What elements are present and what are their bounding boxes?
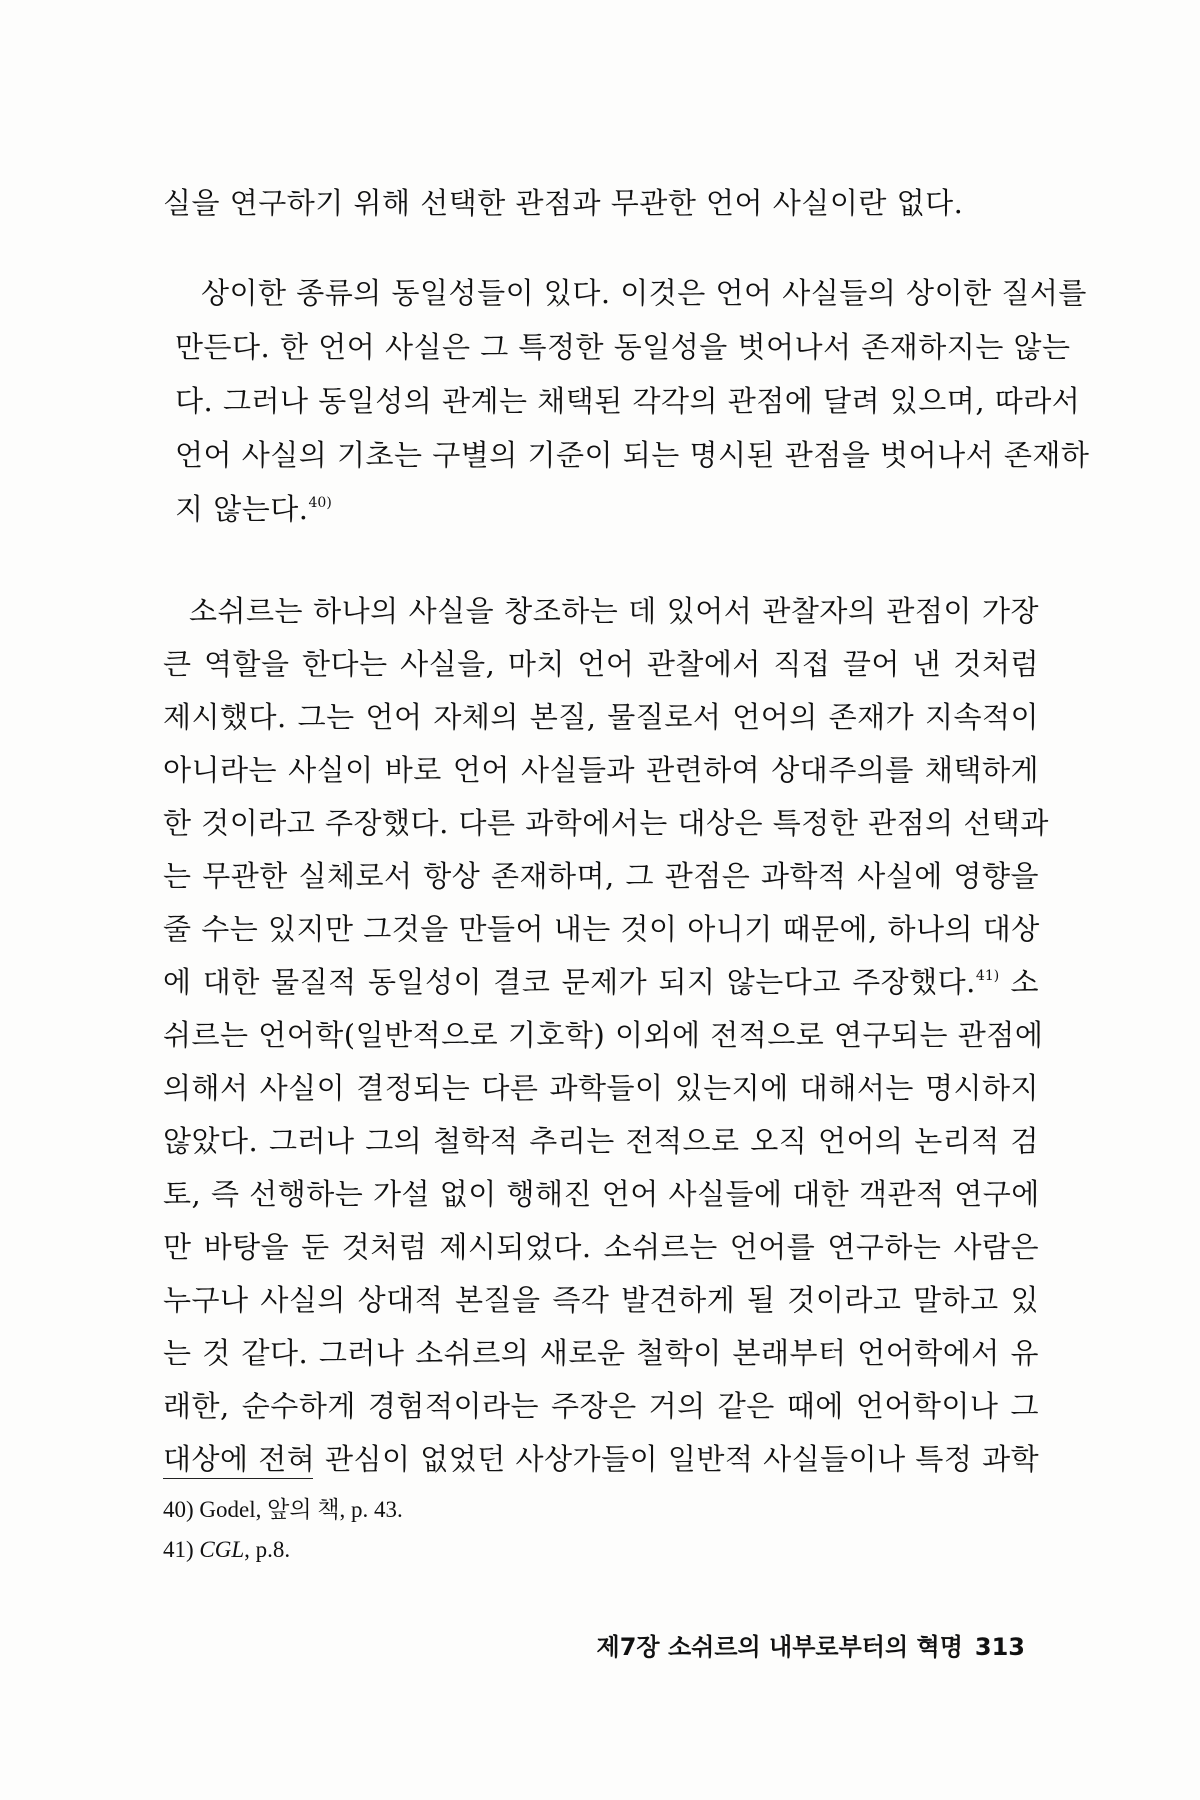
paragraph-line: 래한, 순수하게 경험적이라는 주장은 거의 같은 때에 언어학이나 그: [163, 1389, 1039, 1423]
paragraph-line: 쉬르는 언어학(일반적으로 기호학) 이외에 전적으로 연구되는 관점에: [163, 1018, 1044, 1052]
footnote-ref-41[interactable]: 41): [975, 968, 1000, 984]
paragraph-line: 의해서 사실이 결정되는 다른 과학들이 있는지에 대해서는 명시하지: [163, 1071, 1039, 1105]
paragraph-line-text: 에 대한 물질적 동일성이 결코 문제가 되지 않는다고 주장했다.: [163, 965, 976, 999]
paragraph-line: 줄 수는 있지만 그것을 만들어 내는 것이 아니기 때문에, 하나의 대상: [163, 912, 1040, 946]
quote-line-text: 지 않는다.: [175, 492, 309, 526]
footnote-number: 41): [163, 1537, 194, 1562]
chapter-title: 제7장 소쉬르의 내부로부터의 혁명: [596, 1633, 963, 1661]
page-number: 313: [974, 1633, 1025, 1661]
footnote-41: [163, 1530, 403, 1570]
quote-line: 만든다. 한 언어 사실은 그 특정한 동일성을 벗어나서 존재하지는 않는: [175, 330, 1071, 364]
quote-line: 다. 그러나 동일성의 관계는 채택된 각각의 관점에 달려 있으며, 따라서: [175, 384, 1081, 418]
main-paragraph: [163, 590, 1049, 1491]
paragraph-line: 토, 즉 선행하는 가설 없이 행해진 언어 사실들에 대한 객관적 연구에: [163, 1177, 1040, 1211]
paragraph-line: 한 것이라고 주장했다. 다른 과학에서는 대상은 특정한 관점의 선택과: [163, 806, 1049, 840]
paragraph-line: 소쉬르는 하나의 사실을 창조하는 데 있어서 관찰자의 관점이 가장: [189, 594, 1039, 628]
paragraph-line: 아니라는 사실이 바로 언어 사실들과 관련하여 상대주의를 채택하게: [163, 753, 1039, 787]
paragraph-line: 큰 역할을 한다는 사실을, 마치 언어 관찰에서 직접 끌어 낸 것처럼: [163, 647, 1039, 681]
quote-line: 상이한 종류의 동일성들이 있다. 이것은 언어 사실들의 상이한 질서를: [201, 276, 1087, 310]
paragraph-line: 는 무관한 실체로서 항상 존재하며, 그 관점은 과학적 사실에 영향을: [163, 859, 1039, 893]
footnote-text: Godel, 앞의 책, p. 43.: [199, 1497, 403, 1522]
paragraph-line: 않았다. 그러나 그의 철학적 추리는 전적으로 오직 언어의 논리적 검: [163, 1124, 1039, 1158]
body-text: [163, 182, 1090, 1491]
footnote-divider: [163, 1478, 313, 1479]
paragraph-line: 대상에 전혀 관심이 없었던 사상가들이 일반적 사실들이나 특정 과학: [163, 1442, 1040, 1476]
footnote-ref-40[interactable]: 40): [308, 495, 332, 511]
quote-line: 언어 사실의 기초는 구별의 기준이 되는 명시된 관점을 벗어나서 존재하: [175, 438, 1090, 472]
paragraph-line: [163, 961, 1039, 1014]
paragraph-line: 제시했다. 그는 언어 자체의 본질, 물질로서 언어의 존재가 지속적이: [163, 700, 1039, 734]
quote-line: [175, 488, 1039, 542]
block-quote: [175, 272, 1090, 542]
footnote-text: , p.8.: [244, 1537, 291, 1562]
footnotes: [163, 1490, 403, 1570]
footnote-40: [163, 1490, 403, 1530]
paragraph-line: 만 바탕을 둔 것처럼 제시되었다. 소쉬르는 언어를 연구하는 사람은: [163, 1230, 1039, 1264]
paragraph-line: 누구나 사실의 상대적 본질을 즉각 발견하게 될 것이라고 말하고 있: [163, 1283, 1039, 1317]
footnote-title: CGL: [199, 1537, 245, 1562]
paragraph-line-tail: 소: [1010, 965, 1039, 999]
footnote-number: 40): [163, 1497, 194, 1522]
running-footer: [597, 1627, 1025, 1662]
paragraph-line: 는 것 같다. 그러나 소쉬르의 새로운 철학이 본래부터 언어학에서 유: [163, 1336, 1039, 1370]
opening-line: 실을 연구하기 위해 선택한 관점과 무관한 언어 사실이란 없다.: [163, 186, 964, 220]
